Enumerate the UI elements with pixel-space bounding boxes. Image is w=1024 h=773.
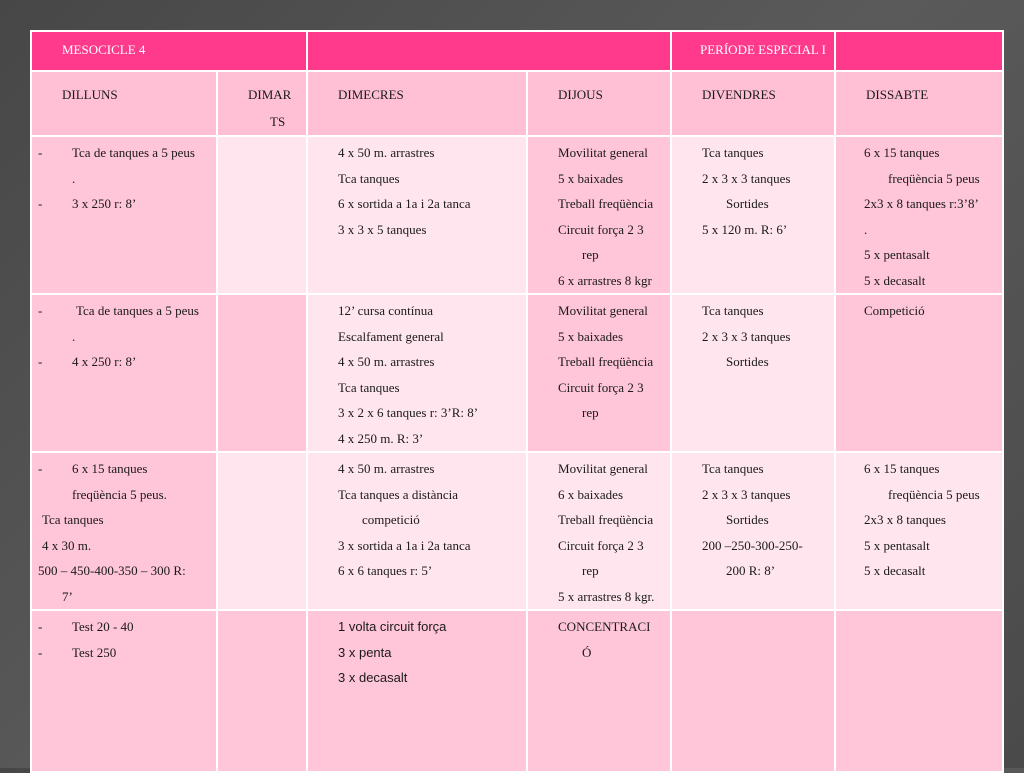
cell-week2-wednesday: 12’ cursa contínua Escalfament general 4 x 50 m. arrastres Tca tanques 3 x 2 x 6 tanques r: 3’R: 8’ 4 x 250 m. R: 3’ [307, 294, 527, 452]
cell-week4-saturday [835, 610, 1003, 772]
week-row-2 [31, 294, 1003, 452]
cell-week3-tuesday [217, 452, 307, 610]
day-header-tuesday [217, 71, 307, 136]
cell-week3-friday: Tca tanques 2 x 3 x 3 tanques Sortides 200 –250-300-250- 200 R: 8’ [671, 452, 835, 610]
header-mesocycle-cell [31, 31, 307, 71]
cell-week1-tuesday [217, 136, 307, 294]
cell-week1-monday: - Tca de tanques a 5 peus . - 3 x 250 r: 8’ [31, 136, 217, 294]
header-row [31, 31, 1003, 71]
day-header-wednesday: DIMECRES [307, 71, 527, 136]
cell-week4-monday: - Test 20 - 40 - Test 250 [31, 610, 217, 772]
week-row-4 [31, 610, 1003, 772]
cell-week3-wednesday: 4 x 50 m. arrastres Tca tanques a distància competició 3 x sortida a 1a i 2a tanca 6 x 6 tanques r: 5’ [307, 452, 527, 610]
header-period-cell [671, 31, 835, 71]
day-header-monday: DILLUNS [31, 71, 217, 136]
cell-week2-monday: - Tca de tanques a 5 peus . - 4 x 250 r: 8’ [31, 294, 217, 452]
header-empty-cell [307, 31, 671, 71]
day-header-saturday: DISSABTE [835, 71, 1003, 136]
cell-week3-monday: - 6 x 15 tanques freqüència 5 peus. Tca tanques 4 x 30 m. 500 – 450-400-350 – 300 R: 7’ [31, 452, 217, 610]
cell-week2-saturday: Competició [835, 294, 1003, 452]
slide-page [30, 30, 1002, 748]
cell-week2-thursday: Movilitat general 5 x baixades Treball freqüència Circuit força 2 3 rep [527, 294, 671, 452]
period-title: PERÍODE ESPECIAL I [700, 42, 826, 57]
mesocycle-title: MESOCICLE 4 [62, 42, 146, 57]
cell-week1-thursday: Movilitat general 5 x baixades Treball freqüència Circuit força 2 3 rep 6 x arrastres 8 kgr [527, 136, 671, 294]
week-row-3 [31, 452, 1003, 610]
day-header-thursday: DIJOUS [527, 71, 671, 136]
cell-week4-wednesday: 1 volta circuit força 3 x penta 3 x decasalt [307, 610, 527, 772]
cell-week4-friday [671, 610, 835, 772]
day-tuesday-part2: TS [270, 114, 286, 129]
cell-week1-saturday: 6 x 15 tanques freqüència 5 peus 2x3 x 8 tanques r:3’8’ . 5 x pentasalt 5 x decasalt [835, 136, 1003, 294]
cell-week4-tuesday [217, 610, 307, 772]
cell-week3-thursday: Movilitat general 6 x baixades Treball freqüència Circuit força 2 3 rep 5 x arrastres 8 kgr. [527, 452, 671, 610]
cell-week2-tuesday [217, 294, 307, 452]
training-schedule-table [30, 30, 1004, 773]
cell-week4-thursday: CONCENTRACI Ó [527, 610, 671, 772]
cell-week3-saturday: 6 x 15 tanques freqüència 5 peus 2x3 x 8 tanques 5 x pentasalt 5 x decasalt [835, 452, 1003, 610]
header-empty-cell-2 [835, 31, 1003, 71]
cell-week1-friday: Tca tanques 2 x 3 x 3 tanques Sortides 5 x 120 m. R: 6’ [671, 136, 835, 294]
day-tuesday-part1: DIMAR [248, 87, 292, 102]
cell-week2-friday: Tca tanques 2 x 3 x 3 tanques Sortides [671, 294, 835, 452]
day-header-friday: DIVENDRES [671, 71, 835, 136]
week-row-1 [31, 136, 1003, 294]
days-row [31, 71, 1003, 136]
cell-week1-wednesday: 4 x 50 m. arrastres Tca tanques 6 x sortida a 1a i 2a tanca 3 x 3 x 5 tanques [307, 136, 527, 294]
